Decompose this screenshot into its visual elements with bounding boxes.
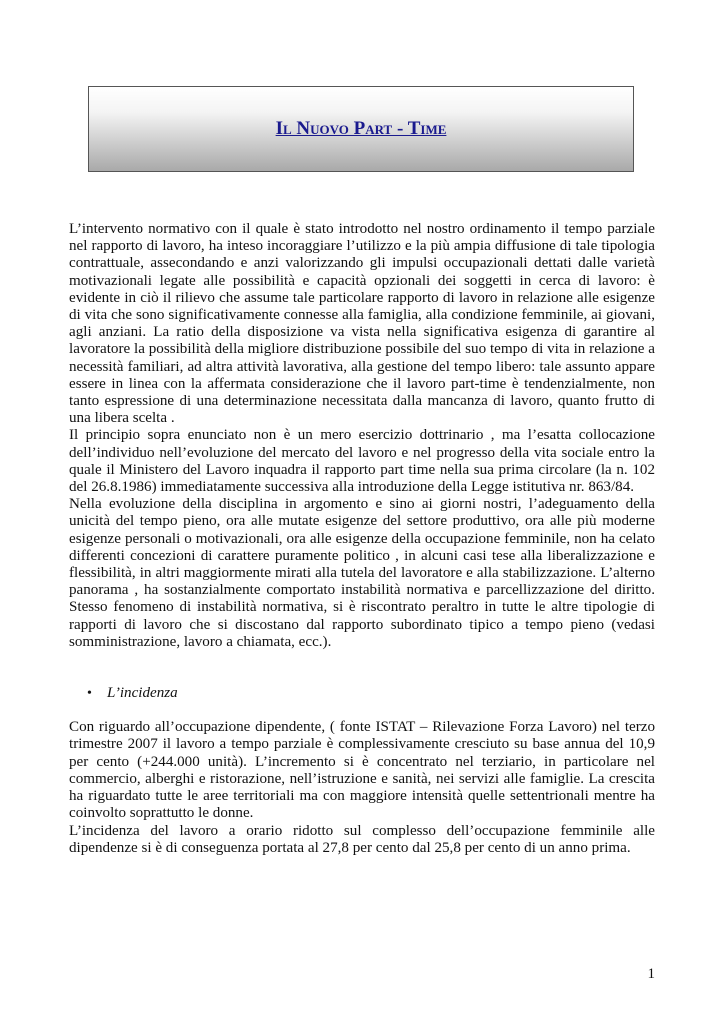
bullet-icon: • (87, 686, 92, 702)
paragraph: Nella evoluzione della disciplina in argomento e sino ai giorni nostri, l’adeguamento della unicità del tempo pieno, ora alle mutate esigenze del settore produttivo, ora alle più moderne esigenze personali o motivazionali, ora alle esigenze della occupazione femminile, non ha celato differenti concezioni di carattere puramente politico , in alcuni casi tese alla liberalizzazione e flessibilità, in altri maggiormente mirati alla tutela del lavoratore e alla stabilizzazione. L’alterno panorama , ha sostanzialmente comportato instabilità normativa e parcellizzazione del diritto. Stesso fenomeno di instabilità normativa, si è riscontrato peraltro in tutte le altre tipologie di rapporti di lavoro che si discostano dal rapporto subordinato tipico a tempo pieno (vedasi somministrazione, lavoro a chiamata, ecc.). (69, 496, 655, 650)
document-body (69, 221, 655, 857)
paragraph: Il principio sopra enunciato non è un mero esercizio dottrinario , ma l’esatta collocazione dell’individuo nell’evoluzione del mercato del lavoro e nel progresso della vita sociale entro la quale il Ministero del Lavoro inquadra il rapporto part time nella sua prima circolare (la n. 102 del 26.8.1986) immediatamente successiva alla introduzione della Legge istitutiva nr. 863/84. (69, 427, 655, 496)
paragraph: L’incidenza del lavoro a orario ridotto sul complesso dell’occupazione femminile alle dipendenze si è di conseguenza portata al 27,8 per cento dal 25,8 per cento di un anno prima. (69, 822, 655, 856)
title-banner (88, 86, 634, 172)
paragraph: Con riguardo all’occupazione dipendente, ( fonte ISTAT – Rilevazione Forza Lavoro) nel terzo trimestre 2007 il lavoro a tempo parziale è complessivamente cresciuto su base annua del 10,9 per cento (+244.000 unità). L’incremento si è concentrato nel terziario, in particolare nel commercio, alberghi e ristorazione, nell’istruzione e sanità, nei servizi alle famiglie. La crescita ha riguardato tutte le aree territoriali ma con maggiore intensità quelle settentrionali mentre ha coinvolto soprattutto le donne. (69, 719, 655, 822)
page-number: 1 (647, 966, 655, 982)
page-title: Il Nuovo Part - Time (275, 118, 447, 139)
section-heading-bullet (69, 685, 655, 702)
paragraph: L’intervento normativo con il quale è stato introdotto nel nostro ordinamento il tempo parziale nel rapporto di lavoro, ha inteso incoraggiare l’utilizzo e la più ampia diffusione di tale tipologia contrattuale, assecondando e anzi valorizzando gli impulsi occupazionali dettati dalle varietà motivazionali legate alle possibilità e capacità opzionali dei soggetti in cerca di lavoro: è evidente in ciò il rilievo che assume tale particolare rapporto di lavoro in relazione alle esigenze di vita che sono significativamente connesse alla famiglia, alla condizione femminile, ai giovani, agli anziani. La ratio della disposizione va vista nella significativa esigenza di garantire al lavoratore la possibilità della migliore distribuzione possibile del suo tempo di vita in relazione a necessità familiari, ad altra attività lavorativa, alla gestione del tempo libero: tale assunto appare essere in linea con la affermata considerazione che il lavoro part-time è tendenzialmente, non tanto espressione di una determinazione necessitata dalla mancanza di lavoro, quanto frutto di una libera scelta . (69, 221, 655, 427)
section-heading: L’incidenza (107, 685, 178, 702)
